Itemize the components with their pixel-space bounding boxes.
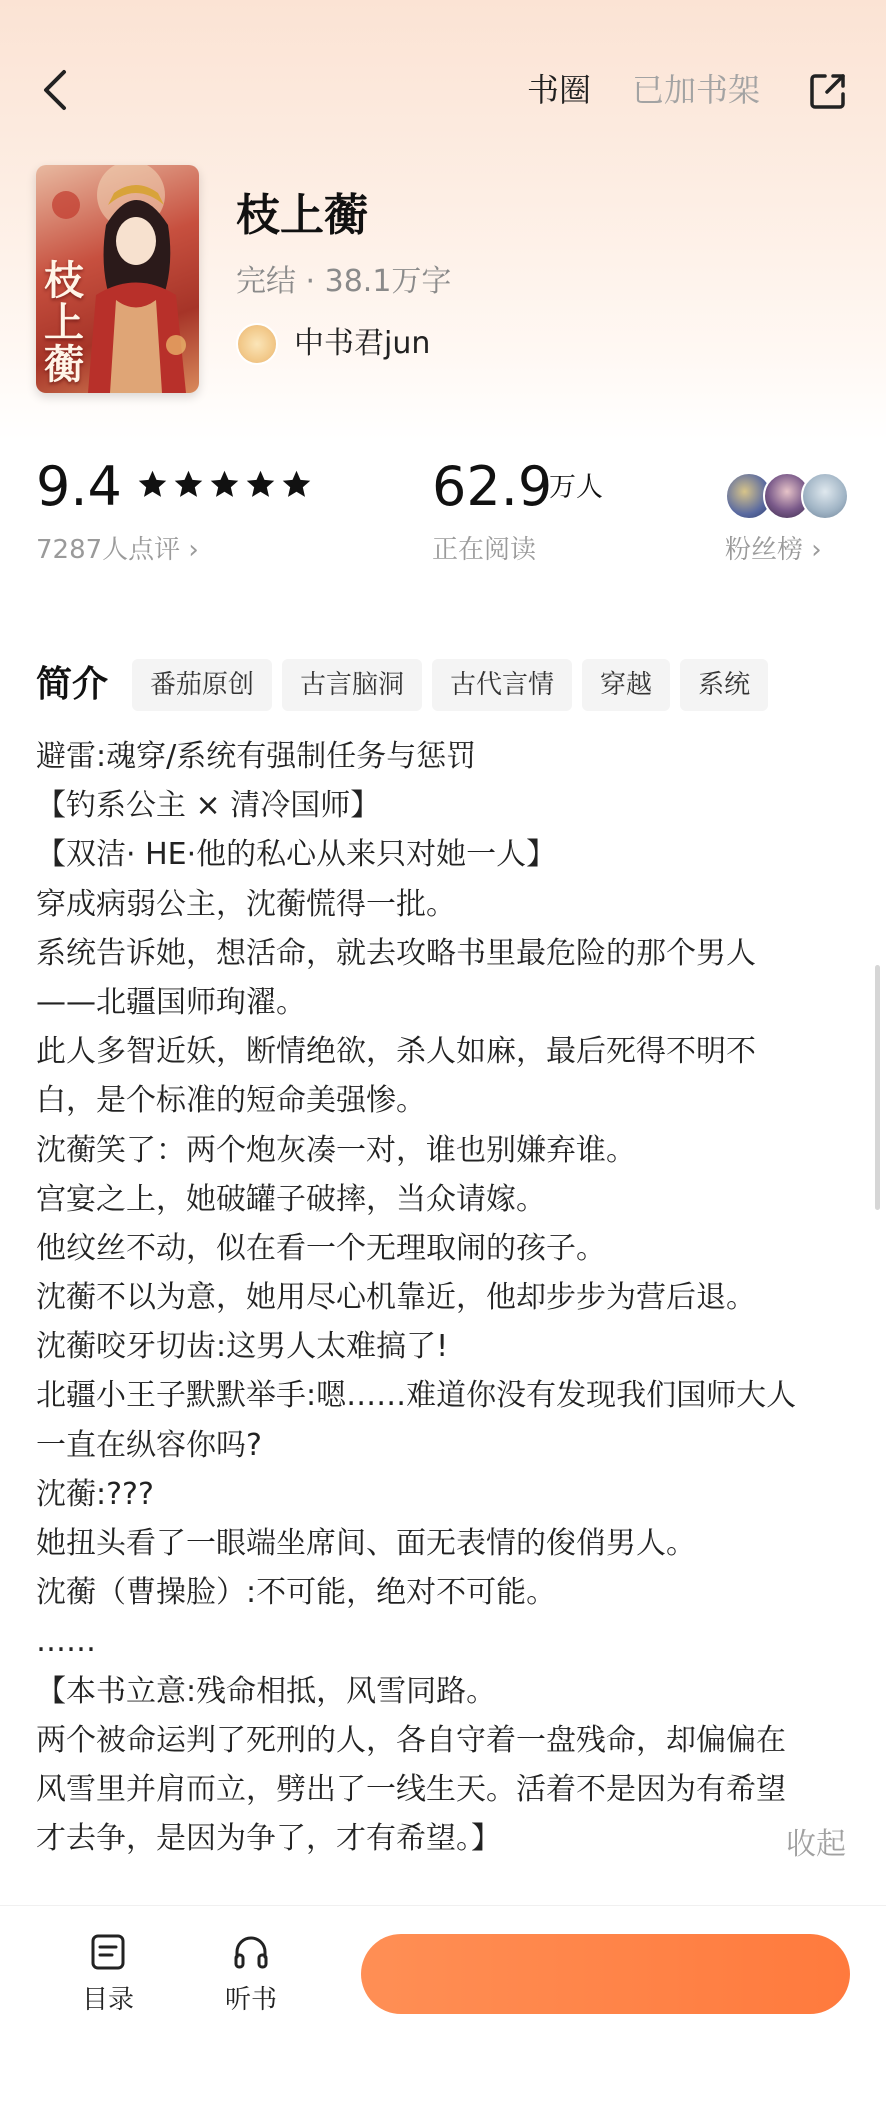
scrollbar[interactable] bbox=[875, 965, 880, 1210]
readers-unit: 万人 bbox=[549, 472, 603, 503]
table-of-contents-button[interactable] bbox=[68, 1932, 148, 2018]
tag-chip[interactable]: 古言脑洞 bbox=[282, 659, 422, 711]
intro-line: 白，是个标准的短命美强惨。 bbox=[36, 1083, 426, 1119]
star-icon bbox=[244, 468, 277, 501]
intro-line: 沈蘅:??? bbox=[36, 1476, 154, 1512]
fan-avatar bbox=[801, 472, 849, 520]
intro-heading: 简介 bbox=[36, 664, 109, 705]
intro-line: 她扭头看了一眼端坐席间、面无表情的俊俏男人。 bbox=[36, 1526, 696, 1561]
book-meta: 完结 · 38.1万字 bbox=[236, 264, 452, 299]
intro-text bbox=[36, 732, 852, 1863]
intro-line: 宫宴之上，她破罐子破摔，当众请嫁。 bbox=[36, 1181, 546, 1217]
listen-label: 听书 bbox=[224, 1985, 277, 2015]
intro-line: 他纹丝不动，似在看一个无理取闹的孩子。 bbox=[36, 1230, 606, 1266]
toc-label: 目录 bbox=[81, 1985, 134, 2015]
bottom-action-bar bbox=[0, 1905, 886, 2115]
book-title: 枝上蘅 bbox=[236, 190, 368, 241]
fans-avatars[interactable] bbox=[725, 472, 855, 520]
intro-line: 一直在纵容你吗? bbox=[36, 1427, 262, 1463]
rating-stars bbox=[136, 468, 313, 501]
tag-chip[interactable]: 古代言情 bbox=[432, 659, 572, 711]
book-cover[interactable] bbox=[36, 165, 199, 393]
tag-chip[interactable]: 穿越 bbox=[582, 659, 670, 711]
start-reading-button[interactable] bbox=[361, 1934, 850, 2014]
chevron-left-icon bbox=[40, 68, 68, 112]
intro-line: 沈蘅咬牙切齿:这男人太难搞了! bbox=[36, 1329, 449, 1365]
intro-line: 北疆小王子默默举手:嗯……难道你没有发现我们国师大人 bbox=[36, 1378, 797, 1414]
intro-line: 【双洁· HE·他的私心从来只对她一人】 bbox=[36, 837, 557, 873]
tag-chip[interactable]: 番茄原创 bbox=[132, 659, 272, 711]
intro-line: 风雪里并肩而立，劈出了一线生天。活着不是因为有希望 bbox=[36, 1771, 786, 1807]
readers-count: 62.9 bbox=[432, 455, 553, 518]
book-circle-link[interactable]: 书圈 bbox=[527, 71, 592, 109]
intro-line: 沈蘅笑了：两个炮灰凑一对，谁也别嫌弃谁。 bbox=[36, 1132, 636, 1168]
intro-line: 系统告诉她，想活命，就去攻略书里最危险的那个男人 bbox=[36, 935, 756, 971]
intro-line: 才去争，是因为争了，才有希望。】 bbox=[36, 1821, 501, 1857]
intro-line: 两个被命运判了死刑的人，各自守着一盘残命，却偏偏在 bbox=[36, 1722, 786, 1758]
fans-ranking-link[interactable]: 粉丝榜 › bbox=[725, 535, 822, 565]
intro-line: 避雷:魂穿/系统有强制任务与惩罚 bbox=[36, 739, 477, 774]
intro-line: …… bbox=[36, 1624, 96, 1660]
star-icon bbox=[172, 468, 205, 501]
back-button[interactable] bbox=[30, 64, 78, 116]
top-nav bbox=[0, 50, 886, 130]
tag-chip[interactable]: 系统 bbox=[680, 659, 768, 711]
intro-line: 沈蘅（曹操脸）:不可能，绝对不可能。 bbox=[36, 1575, 557, 1611]
catalog-icon bbox=[90, 1933, 126, 1971]
star-icon bbox=[280, 468, 313, 501]
rating-count-link[interactable]: 7287人点评 › bbox=[36, 535, 199, 565]
star-icon bbox=[208, 468, 241, 501]
star-icon bbox=[136, 468, 169, 501]
intro-line: ——北疆国师珣濯。 bbox=[36, 984, 306, 1020]
headphones-icon bbox=[232, 1933, 270, 1971]
readers-label: 正在阅读 bbox=[432, 535, 537, 565]
cover-title: 枝上蘅 bbox=[44, 257, 84, 388]
share-button[interactable] bbox=[803, 66, 853, 116]
intro-line: 沈蘅不以为意，她用尽心机靠近，他却步步为营后退。 bbox=[36, 1280, 756, 1316]
listen-button[interactable] bbox=[211, 1932, 291, 2018]
intro-line: 【本书立意:残命相抵，风雪同路。 bbox=[36, 1673, 497, 1709]
intro-line: 穿成病弱公主，沈蘅慌得一批。 bbox=[36, 886, 456, 922]
author-avatar[interactable] bbox=[236, 323, 278, 365]
tag-list bbox=[132, 659, 768, 711]
rating-score: 9.4 bbox=[36, 455, 122, 518]
intro-line: 此人多智近妖，断情绝欲，杀人如麻，最后死得不明不 bbox=[36, 1034, 756, 1070]
collapse-button[interactable]: 收起 bbox=[786, 1827, 846, 1862]
share-icon bbox=[807, 70, 849, 112]
intro-line: 【钓系公主 × 清冷国师】 bbox=[36, 788, 381, 824]
shelf-status-button[interactable]: 已加书架 bbox=[632, 71, 761, 109]
author-name[interactable]: 中书君jun bbox=[294, 326, 431, 361]
